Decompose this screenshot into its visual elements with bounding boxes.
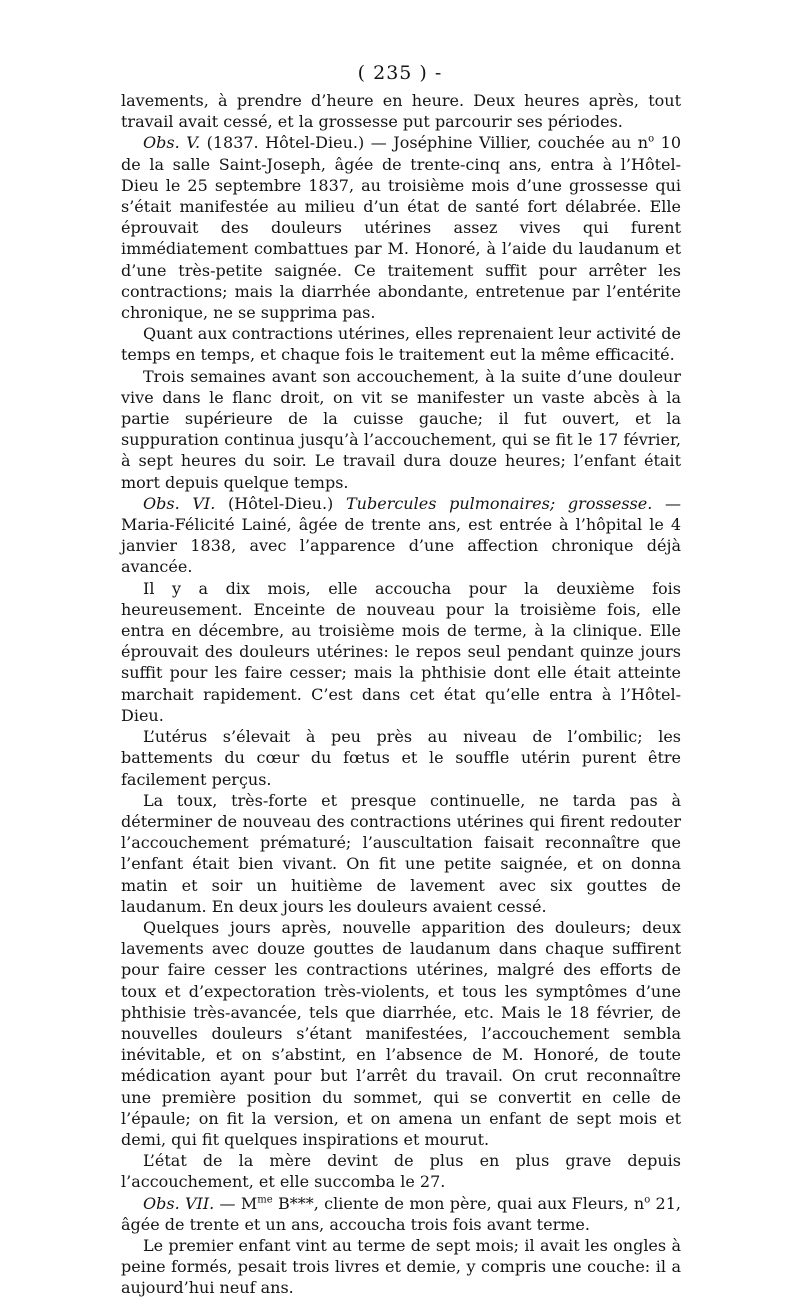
- paragraph: Le premier enfant vint au terme de sept mois; il avait les ongles à peine formés, pesait trois livres et demie, y compris une couche: il a aujourd’hui neuf ans.: [121, 1235, 681, 1298]
- paragraph: Quant aux contractions utérines, elles reprenaient leur activité de temps en temps, et chaque fois le traitement eut la même efficacité.: [121, 324, 681, 365]
- page-number: ( 235 ) -: [357, 62, 443, 84]
- paragraph: L’état de la mère devint de plus en plus grave depuis l’accouchement, et elle succomba le 27.: [121, 1151, 681, 1192]
- paragraph: Il y a dix mois, elle accoucha pour la deuxième fois heureusement. Enceinte de nouveau pour la troisième fois, elle entra en décembre, au troisième mois de terme, à la clinique. Elle éprouvait des douleurs utérines: le repos seul pendant quinze jours suffit pour les faire cesser; mais la phthisie dont elle était atteinte marchait rapidement. C’est dans cet état qu’elle entra à l’Hôtel-Dieu.: [121, 578, 681, 725]
- paragraph: Obs. V. (1837. Hôtel-Dieu.) — Joséphine Villier, couchée au $n^o$ 10 de la salle Saint-Joseph, âgée de trente-cinq ans, entra à l’Hôtel-Dieu le 25 septembre 1837, au troisième mois d’une grossesse qui s’était manifestée au milieu d’un état de santé fort délabrée. Elle éprouvait des douleurs utérines assez vives qui furent immédiatement combattues par M. Honoré, à l’aide du laudanum et d’une très-petite saignée. Ce traitement suffit pour arrêter les contractions; mais la diarrhée abondante, entretenue par l’entérite chronique, ne se supprima pas.: [121, 133, 681, 323]
- paragraph: L’utérus s’élevait à peu près au niveau de l’ombilic; les battements du cœur du fœtus et le souffle utérin purent être facilement perçus.: [121, 727, 681, 789]
- paragraph: Obs. VII. — $M^{me}$ B***, cliente de mon père, quai aux Fleurs, $n^o$ 21, âgée de trente et un ans, accoucha trois fois avant terme.: [121, 1193, 682, 1234]
- paragraph: Obs. VI. (Hôtel-Dieu.) Tubercules pulmonaires; grossesse. — Maria-Félicité Lainé, âgée de trente ans, est entrée à l’hôpital le 4 janvier 1838, avec l’apparence d’une affection chronique déjà avancée.: [121, 493, 682, 577]
- body-text: [121, 90, 681, 1299]
- paragraph: La toux, très-forte et presque continuelle, ne tarda pas à déterminer de nouveau des contractions utérines qui firent redouter l’accouchement prématuré; l’auscultation faisait reconnaître que l’enfant était bien vivant. On fit une petite saignée, et on donna matin et soir un huitième de lavement avec six gouttes de laudanum. En deux jours les douleurs avaient cessé.: [121, 790, 681, 916]
- paragraph: lavements, à prendre d’heure en heure. Deux heures après, tout travail avait cessé, et la grossesse put parcourir ses périodes.: [121, 91, 681, 132]
- paragraph: Quelques jours après, nouvelle apparition des douleurs; deux lavements avec douze gouttes de laudanum dans chaque suffirent pour faire cesser les contractions utérines, malgré des efforts de toux et d’expectoration très-violents, et tous les symptômes d’une phthisie très-avancée, tels que diarrhée, etc. Mais le 18 février, de nouvelles douleurs s’étant manifestées, l’accouchement sembla inévitable, et on s’abstint, en l’absence de M. Honoré, de toute médication ayant pour but l’arrêt du travail. On crut reconnaître une première position du sommet, qui se convertit en celle de l’épaule; on fit la version, et on amena un enfant de sept mois et demi, qui fit quelques inspirations et mourut.: [121, 917, 681, 1149]
- paragraph: Trois semaines avant son accouchement, à la suite d’une douleur vive dans le flanc droit, on vit se manifester un vaste abcès à la partie supérieure de la cuisse gauche; il fut ouvert, et la suppuration continua jusqu’à l’accouchement, qui se fit le 17 février, à sept heures du soir. Le travail dura douze heures; l’enfant était mort depuis quelque temps.: [121, 366, 681, 492]
